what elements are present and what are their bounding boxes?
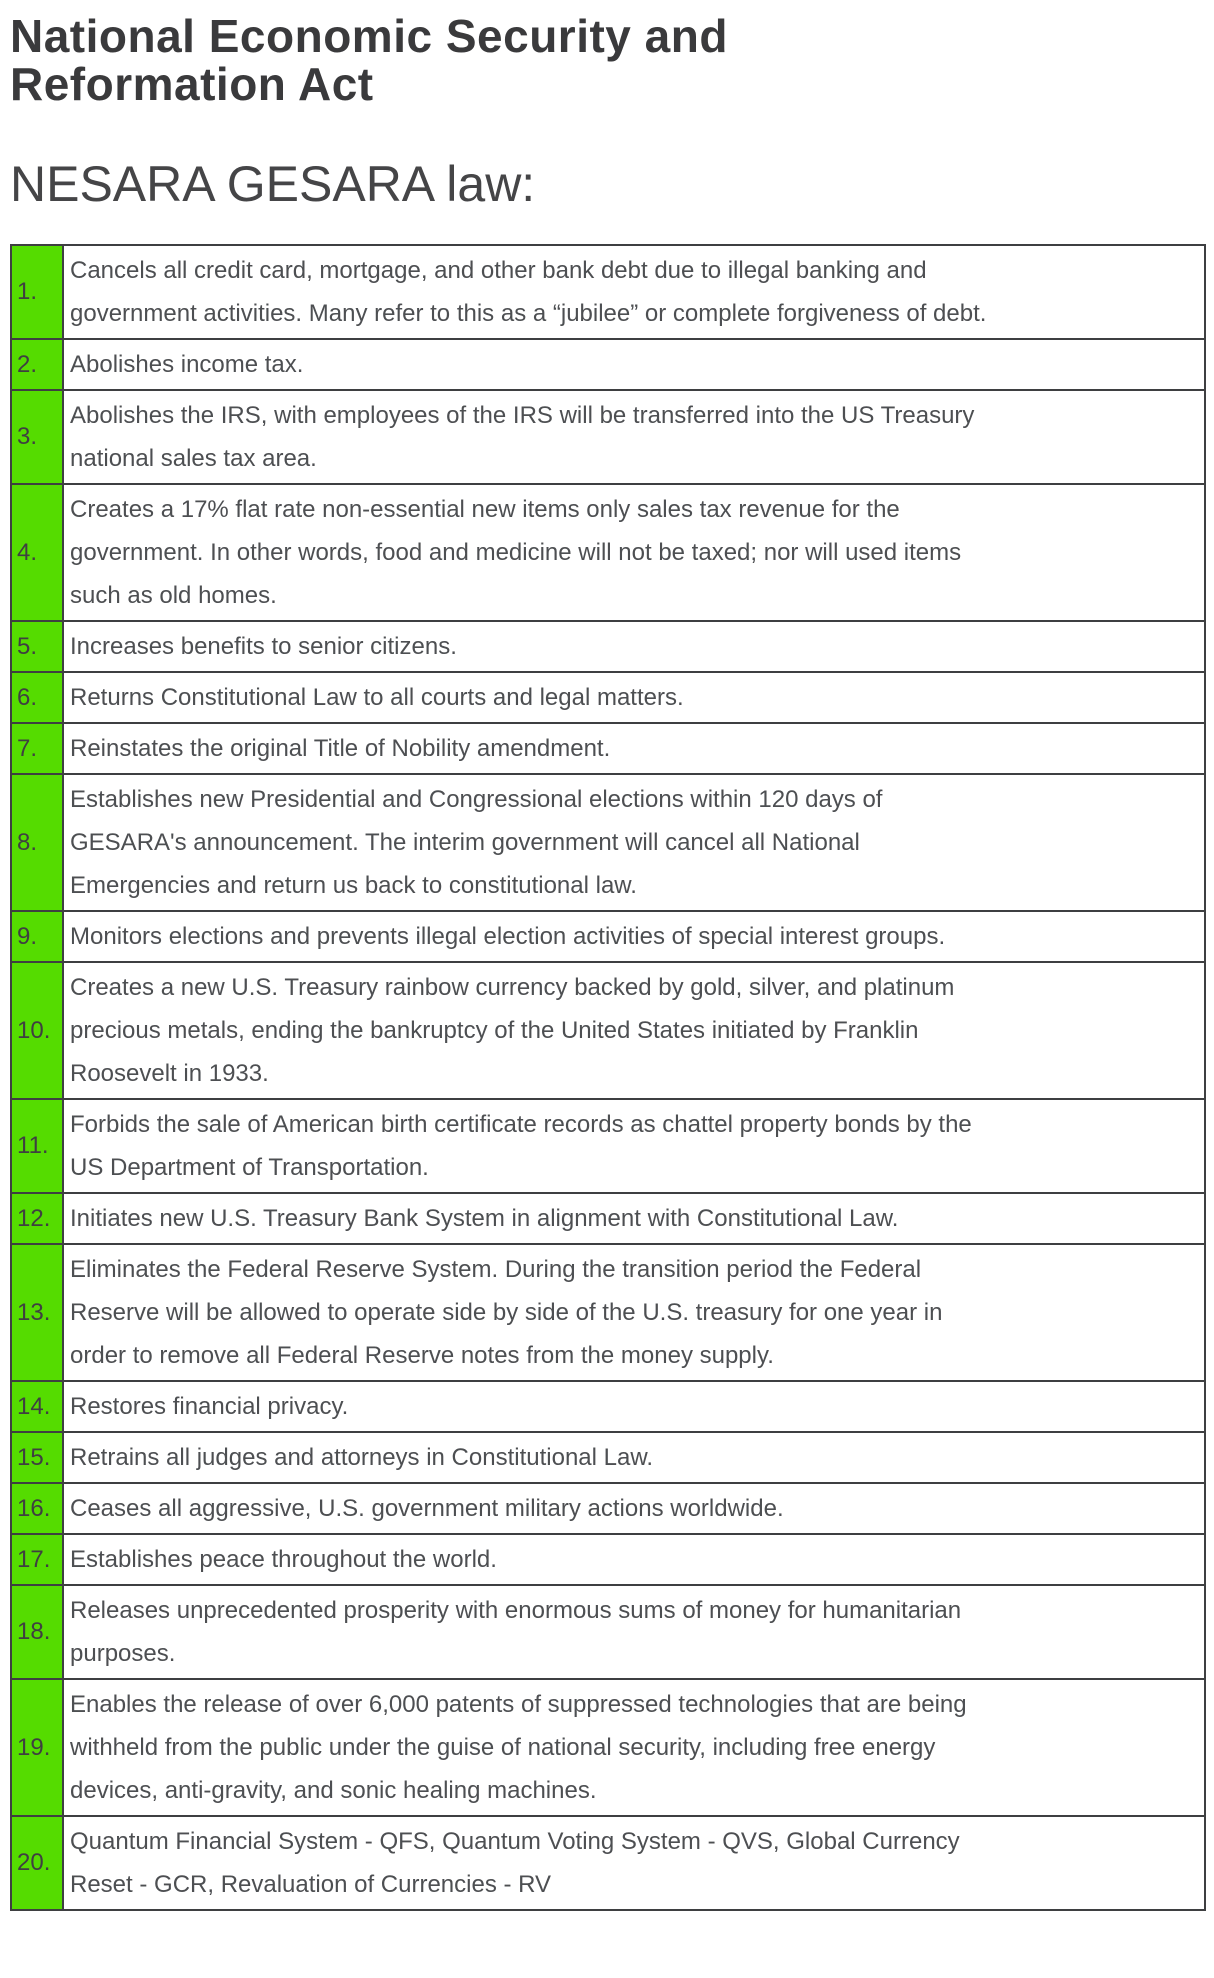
item-text-cell [63,1381,1205,1432]
item-number-cell: 10. [11,962,63,1099]
table-row [11,339,1205,390]
item-text-cell [63,339,1205,390]
item-text: Returns Constitutional Law to all courts and legal matters. [70,683,684,711]
table-row [11,1534,1205,1585]
item-text-cell [63,1099,1205,1193]
item-text: Monitors elections and prevents illegal election activities of special interest groups. [70,922,946,950]
item-text: Cancels all credit card, mortgage, and other bank debt due to illegal banking and government activities. Many refer to this as a “jubilee” or complete forgiveness of debt. [70,256,987,327]
table-row [11,1193,1205,1244]
table-row [11,1816,1205,1910]
item-text: Enables the release of over 6,000 patents of suppressed technologies that are being withheld from the public under the guise of national security, including free energy devices, anti-gravity, and sonic healing machines. [70,1690,967,1804]
item-number-cell: 17. [11,1534,63,1585]
item-text-cell [63,484,1205,621]
provisions-table-body [11,245,1205,1910]
item-text: Creates a new U.S. Treasury rainbow currency backed by gold, silver, and platinum precious metals, ending the bankruptcy of the United States initiated by Franklin Roosevelt in 1933. [70,973,955,1087]
item-number-cell: 11. [11,1099,63,1193]
item-number-cell: 4. [11,484,63,621]
item-text: Creates a 17% flat rate non-essential new items only sales tax revenue for the government. In other words, food and medicine will not be taxed; nor will used items such as old homes. [70,495,962,609]
item-text-cell [63,1816,1205,1910]
item-text: Ceases all aggressive, U.S. government military actions worldwide. [70,1494,784,1522]
table-row [11,1679,1205,1816]
table-row [11,390,1205,484]
item-text-cell [63,1534,1205,1585]
item-number-cell: 7. [11,723,63,774]
item-text: Abolishes the IRS, with employees of the IRS will be transferred into the US Treasury national sales tax area. [70,401,975,472]
item-text-cell [63,1585,1205,1679]
item-text-cell [63,962,1205,1099]
item-text: Increases benefits to senior citizens. [70,632,457,660]
item-text-cell [63,723,1205,774]
page-subtitle: NESARA GESARA law: [10,155,536,212]
table-row [11,1585,1205,1679]
item-number-cell: 16. [11,1483,63,1534]
item-number-cell: 14. [11,1381,63,1432]
item-number-cell: 2. [11,339,63,390]
item-text: Eliminates the Federal Reserve System. During the transition period the Federal Reserve will be allowed to operate side by side of the U.S. treasury for one year in order to remove all Federal Reserve notes from the money supply. [70,1255,943,1369]
item-text: Establishes new Presidential and Congressional elections within 120 days of GESARA's announcement. The interim government will cancel all National Emergencies and return us back to constitutional law. [70,785,883,899]
item-number-cell: 12. [11,1193,63,1244]
item-text: Abolishes income tax. [70,350,304,378]
item-text: Restores financial privacy. [70,1392,349,1420]
item-number-cell: 13. [11,1244,63,1381]
table-row [11,1099,1205,1193]
item-text-cell [63,621,1205,672]
item-text-cell [63,1483,1205,1534]
item-text-cell [63,390,1205,484]
table-row [11,962,1205,1099]
item-number-cell: 20. [11,1816,63,1910]
item-text-cell [63,774,1205,911]
item-number-cell: 5. [11,621,63,672]
item-text-cell [63,911,1205,962]
page-title: National Economic Security and Reformation Act [10,10,728,111]
table-row [11,1381,1205,1432]
item-text: Initiates new U.S. Treasury Bank System in alignment with Constitutional Law. [70,1204,899,1232]
item-text-cell [63,1193,1205,1244]
table-row [11,672,1205,723]
nesara-provisions-table [10,244,1206,1911]
item-number-cell: 9. [11,911,63,962]
table-row [11,484,1205,621]
item-text-cell [63,245,1205,339]
item-text-cell [63,1432,1205,1483]
item-number-cell: 3. [11,390,63,484]
table-row [11,1244,1205,1381]
item-number-cell: 8. [11,774,63,911]
table-row [11,1483,1205,1534]
item-text-cell [63,1244,1205,1381]
item-text: Forbids the sale of American birth certificate records as chattel property bonds by the US Department of Transportation. [70,1110,972,1181]
item-text: Retrains all judges and attorneys in Constitutional Law. [70,1443,654,1471]
item-text: Reinstates the original Title of Nobility amendment. [70,734,611,762]
item-number-cell: 19. [11,1679,63,1816]
table-row [11,621,1205,672]
item-number-cell: 18. [11,1585,63,1679]
item-text: Quantum Financial System - QFS, Quantum Voting System - QVS, Global Currency Reset - GCR, Revaluation of Currencies - RV [70,1827,960,1898]
table-row [11,1432,1205,1483]
item-text: Releases unprecedented prosperity with enormous sums of money for humanitarian purposes. [70,1596,962,1667]
table-row [11,774,1205,911]
table-row [11,911,1205,962]
table-row [11,723,1205,774]
item-text: Establishes peace throughout the world. [70,1545,497,1573]
item-number-cell: 6. [11,672,63,723]
table-row [11,245,1205,339]
item-text-cell [63,1679,1205,1816]
item-number-cell: 1. [11,245,63,339]
item-number-cell: 15. [11,1432,63,1483]
item-text-cell [63,672,1205,723]
